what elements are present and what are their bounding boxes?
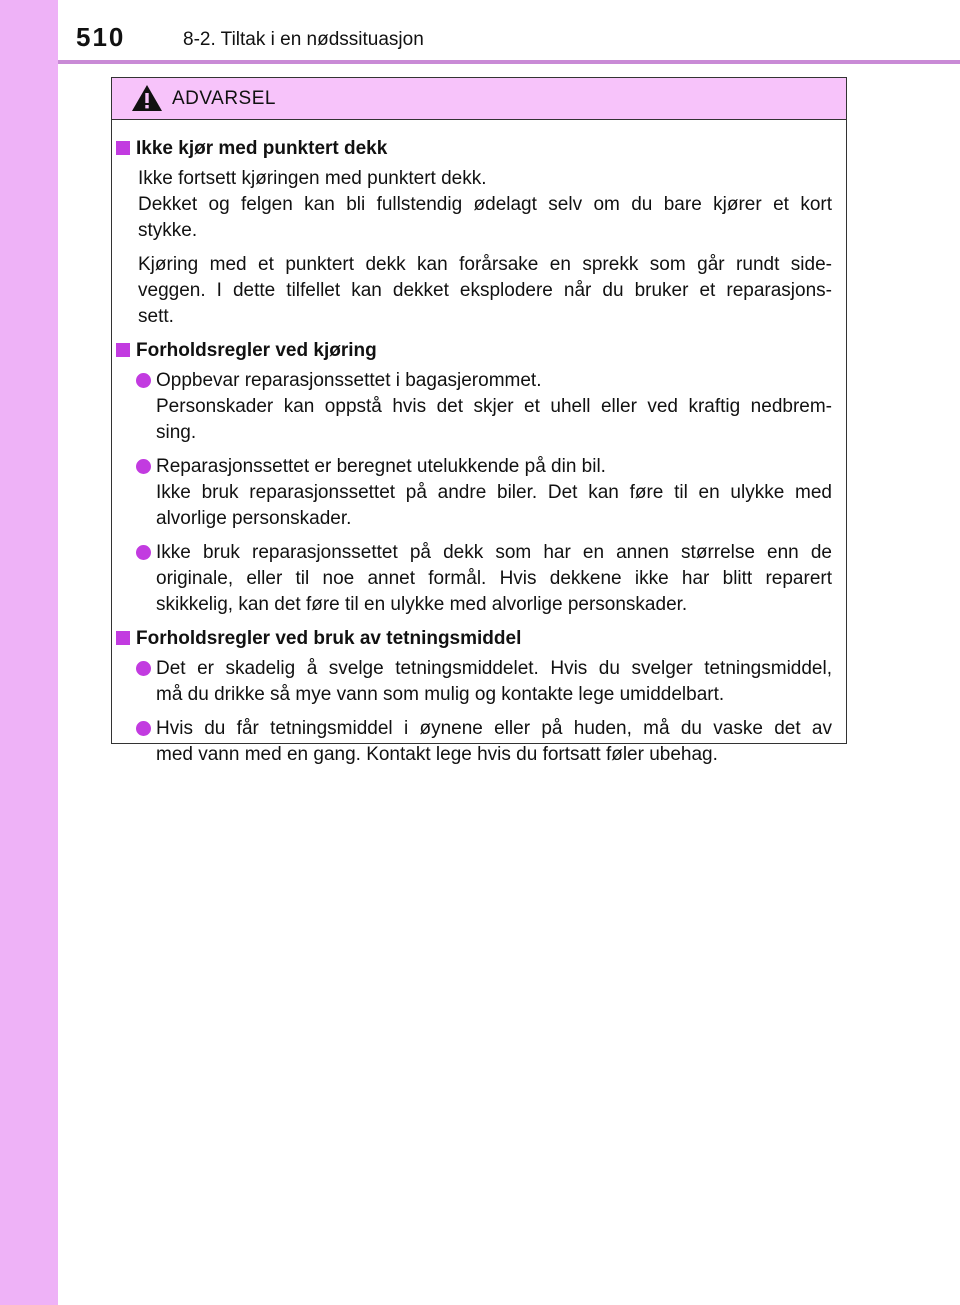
text-line: Reparasjonssettet er beregnet utelukkende på din bil. <box>156 456 606 477</box>
header-rule <box>58 60 960 64</box>
warning-box <box>111 77 847 765</box>
text-line: med vann med en gang. Kontakt lege hvis du fortsatt føler ubehag. <box>156 744 718 765</box>
block-title-text: Ikke kjør med punktert dekk <box>136 138 388 159</box>
circle-bullet-icon <box>136 459 151 474</box>
text-line: originale, eller til noe annet formål. Hvis dekkene ikke har blitt reparert <box>156 568 832 589</box>
warning-triangle-icon <box>131 84 163 112</box>
text-line: Kjøring med et punktert dekk kan forårsake en sprekk som går rundt side- <box>138 254 832 275</box>
bullet-item <box>112 656 838 708</box>
bullet-item <box>112 540 838 618</box>
bullet-item <box>112 716 838 768</box>
block-title-text: Forholdsregler ved bruk av tetningsmiddel <box>136 628 522 649</box>
page-number: 510 <box>76 22 126 52</box>
block-title <box>112 136 838 162</box>
bullet-item <box>112 454 838 532</box>
block-title-text: Forholdsregler ved kjøring <box>136 340 377 361</box>
text-line: sett. <box>138 306 174 327</box>
block-title <box>112 338 838 364</box>
text-line: Ikke fortsett kjøringen med punktert dekk. <box>138 168 487 189</box>
text-line: Det er skadelig å svelge tetningsmiddelet. Hvis du svelger tetningsmiddel, <box>156 658 832 679</box>
block-title <box>112 626 838 652</box>
text-line: sing. <box>156 422 197 443</box>
text-line: alvorlige personskader. <box>156 508 352 529</box>
text-line: Personskader kan oppstå hvis det skjer et uhell eller ved kraftig nedbrem- <box>156 396 832 417</box>
text-line: Dekket og felgen kan bli fullstendig ødelagt selv om du bare kjører et kort <box>138 194 832 215</box>
text-line: Ikke bruk reparasjonssettet på dekk som har en annen størrelse enn de <box>156 542 832 563</box>
square-marker-icon <box>116 141 130 155</box>
circle-bullet-icon <box>136 721 151 736</box>
square-marker-icon <box>116 343 130 357</box>
circle-bullet-icon <box>136 661 151 676</box>
square-marker-icon <box>116 631 130 645</box>
warning-header <box>112 78 846 120</box>
circle-bullet-icon <box>136 545 151 560</box>
text-line: skikkelig, kan det føre til en ulykke med alvorlige personskader. <box>156 594 688 615</box>
warning-label: ADVARSEL <box>172 88 276 109</box>
text-line: stykke. <box>138 220 198 241</box>
circle-bullet-icon <box>136 373 151 388</box>
text-line: Ikke bruk reparasjonssettet på andre biler. Det kan føre til en ulykke med <box>156 482 832 503</box>
text-line: veggen. I dette tilfellet kan dekket eksplodere når du bruker et reparasjons- <box>138 280 832 301</box>
side-strip <box>0 0 58 1305</box>
section-title: 8-2. Tiltak i en nødssituasjon <box>183 29 424 50</box>
bullet-item <box>112 368 838 446</box>
paragraph <box>112 252 838 330</box>
text-line: må du drikke så mye vann som mulig og kontakte lege umiddelbart. <box>156 684 725 705</box>
warning-body <box>112 120 846 768</box>
text-line: Hvis du får tetningsmiddel i øynene eller på huden, må du vaske det av <box>156 718 832 739</box>
page-header <box>0 0 960 60</box>
paragraph <box>112 166 838 244</box>
text-line: Oppbevar reparasjonssettet i bagasjerommet. <box>156 370 542 391</box>
